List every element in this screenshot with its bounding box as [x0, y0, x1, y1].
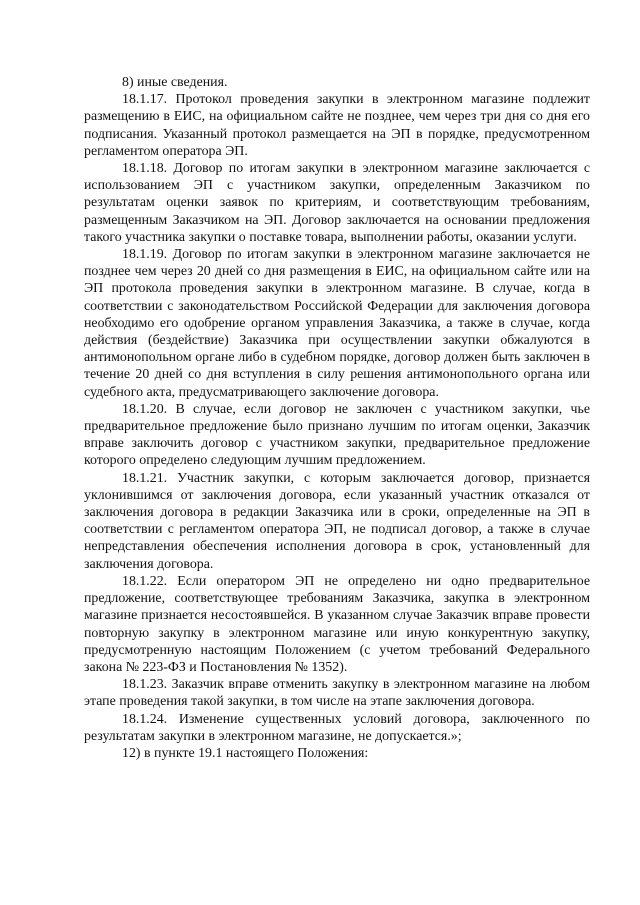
list-item-point-19-1: 12) в пункте 19.1 настоящего Положения: [122, 745, 369, 761]
clause-18-1-20: 18.1.20. В случае, если договор не заключен с участником закупки, чье предварительное предложение было признано лучшим по итогам оценки, Заказчик вправе заключить договор с участником закупки, предварительное предложение которого определено следующим лучшим предложением. [84, 401, 590, 469]
document-body [84, 74, 590, 762]
clause-18-1-21: 18.1.21. Участник закупки, с которым заключается договор, признается уклонившимся от заключения договора, если указанный участник отказался от заключения договора в редакции Заказчика или в сроки, определенные на ЭП в соответствии с регламентом оператора ЭП, не подписал договор, а также в случае непредставления обеспечения исполнения договора в срок, установленный для заключения договора. [84, 470, 590, 572]
clause-18-1-23: 18.1.23. Заказчик вправе отменить закупку в электронном магазине на любом этапе проведения такой закупки, в том числе на этапе заключения договора. [84, 677, 590, 710]
clause-18-1-17: 18.1.17. Протокол проведения закупки в электронном магазине подлежит размещению в ЕИС, на официальном сайте не позднее, чем через три дня со дня его подписания. Указанный протокол размещается на ЭП в порядке, предусмотренном регламентом оператора ЭП. [84, 92, 590, 159]
clause-18-1-22: 18.1.22. Если оператором ЭП не определено ни одно предварительное предложение, соответствующее требованиям Заказчика, закупка в электронном магазине признается несостоявшейся. В указанном случае Заказчик вправе провести повторную закупку в электронном магазине или иную конкурентную закупку, предусмотренную настоящим Положением (с учетом требований Федерального закона № 223-ФЗ и Постановления № 1352). [84, 573, 590, 675]
clause-18-1-24: 18.1.24. Изменение существенных условий договора, заключенного по результатам закупки в электронном магазине, не допускается.»; [84, 711, 590, 744]
clause-18-1-18: 18.1.18. Договор по итогам закупки в электронном магазине заключается с использованием ЭП с участником закупки, определенным Заказчиком по результатам оценки заявок по критериям, и соответствующим требованиям, размещенным Заказчиком на ЭП. Договор заключается на основании предложения такого участника закупки о поставке товара, выполнении работы, оказании услуги. [84, 161, 590, 245]
list-item-other-info: 8) иные сведения. [122, 75, 228, 90]
clause-18-1-19: 18.1.19. Договор по итогам закупки в электронном магазине заключается не позднее чем через 20 дней со дня размещения в ЕИС, на официальном сайте или на ЭП протокола проведения закупки в электронном магазине. В случае, когда в соответствии с законодательством Российской Федерации для заключения договора необходимо его одобрение органом управления Заказчика, а также в случае, когда действия (бездействие) Заказчика при осуществлении закупки обжалуются в антимонопольном органе либо в судебном порядке, договор должен быть заключен в течение 20 дней со дня вступления в силу решения антимонопольного органа или судебного акта, предусматривающего заключение договора. [84, 247, 590, 400]
